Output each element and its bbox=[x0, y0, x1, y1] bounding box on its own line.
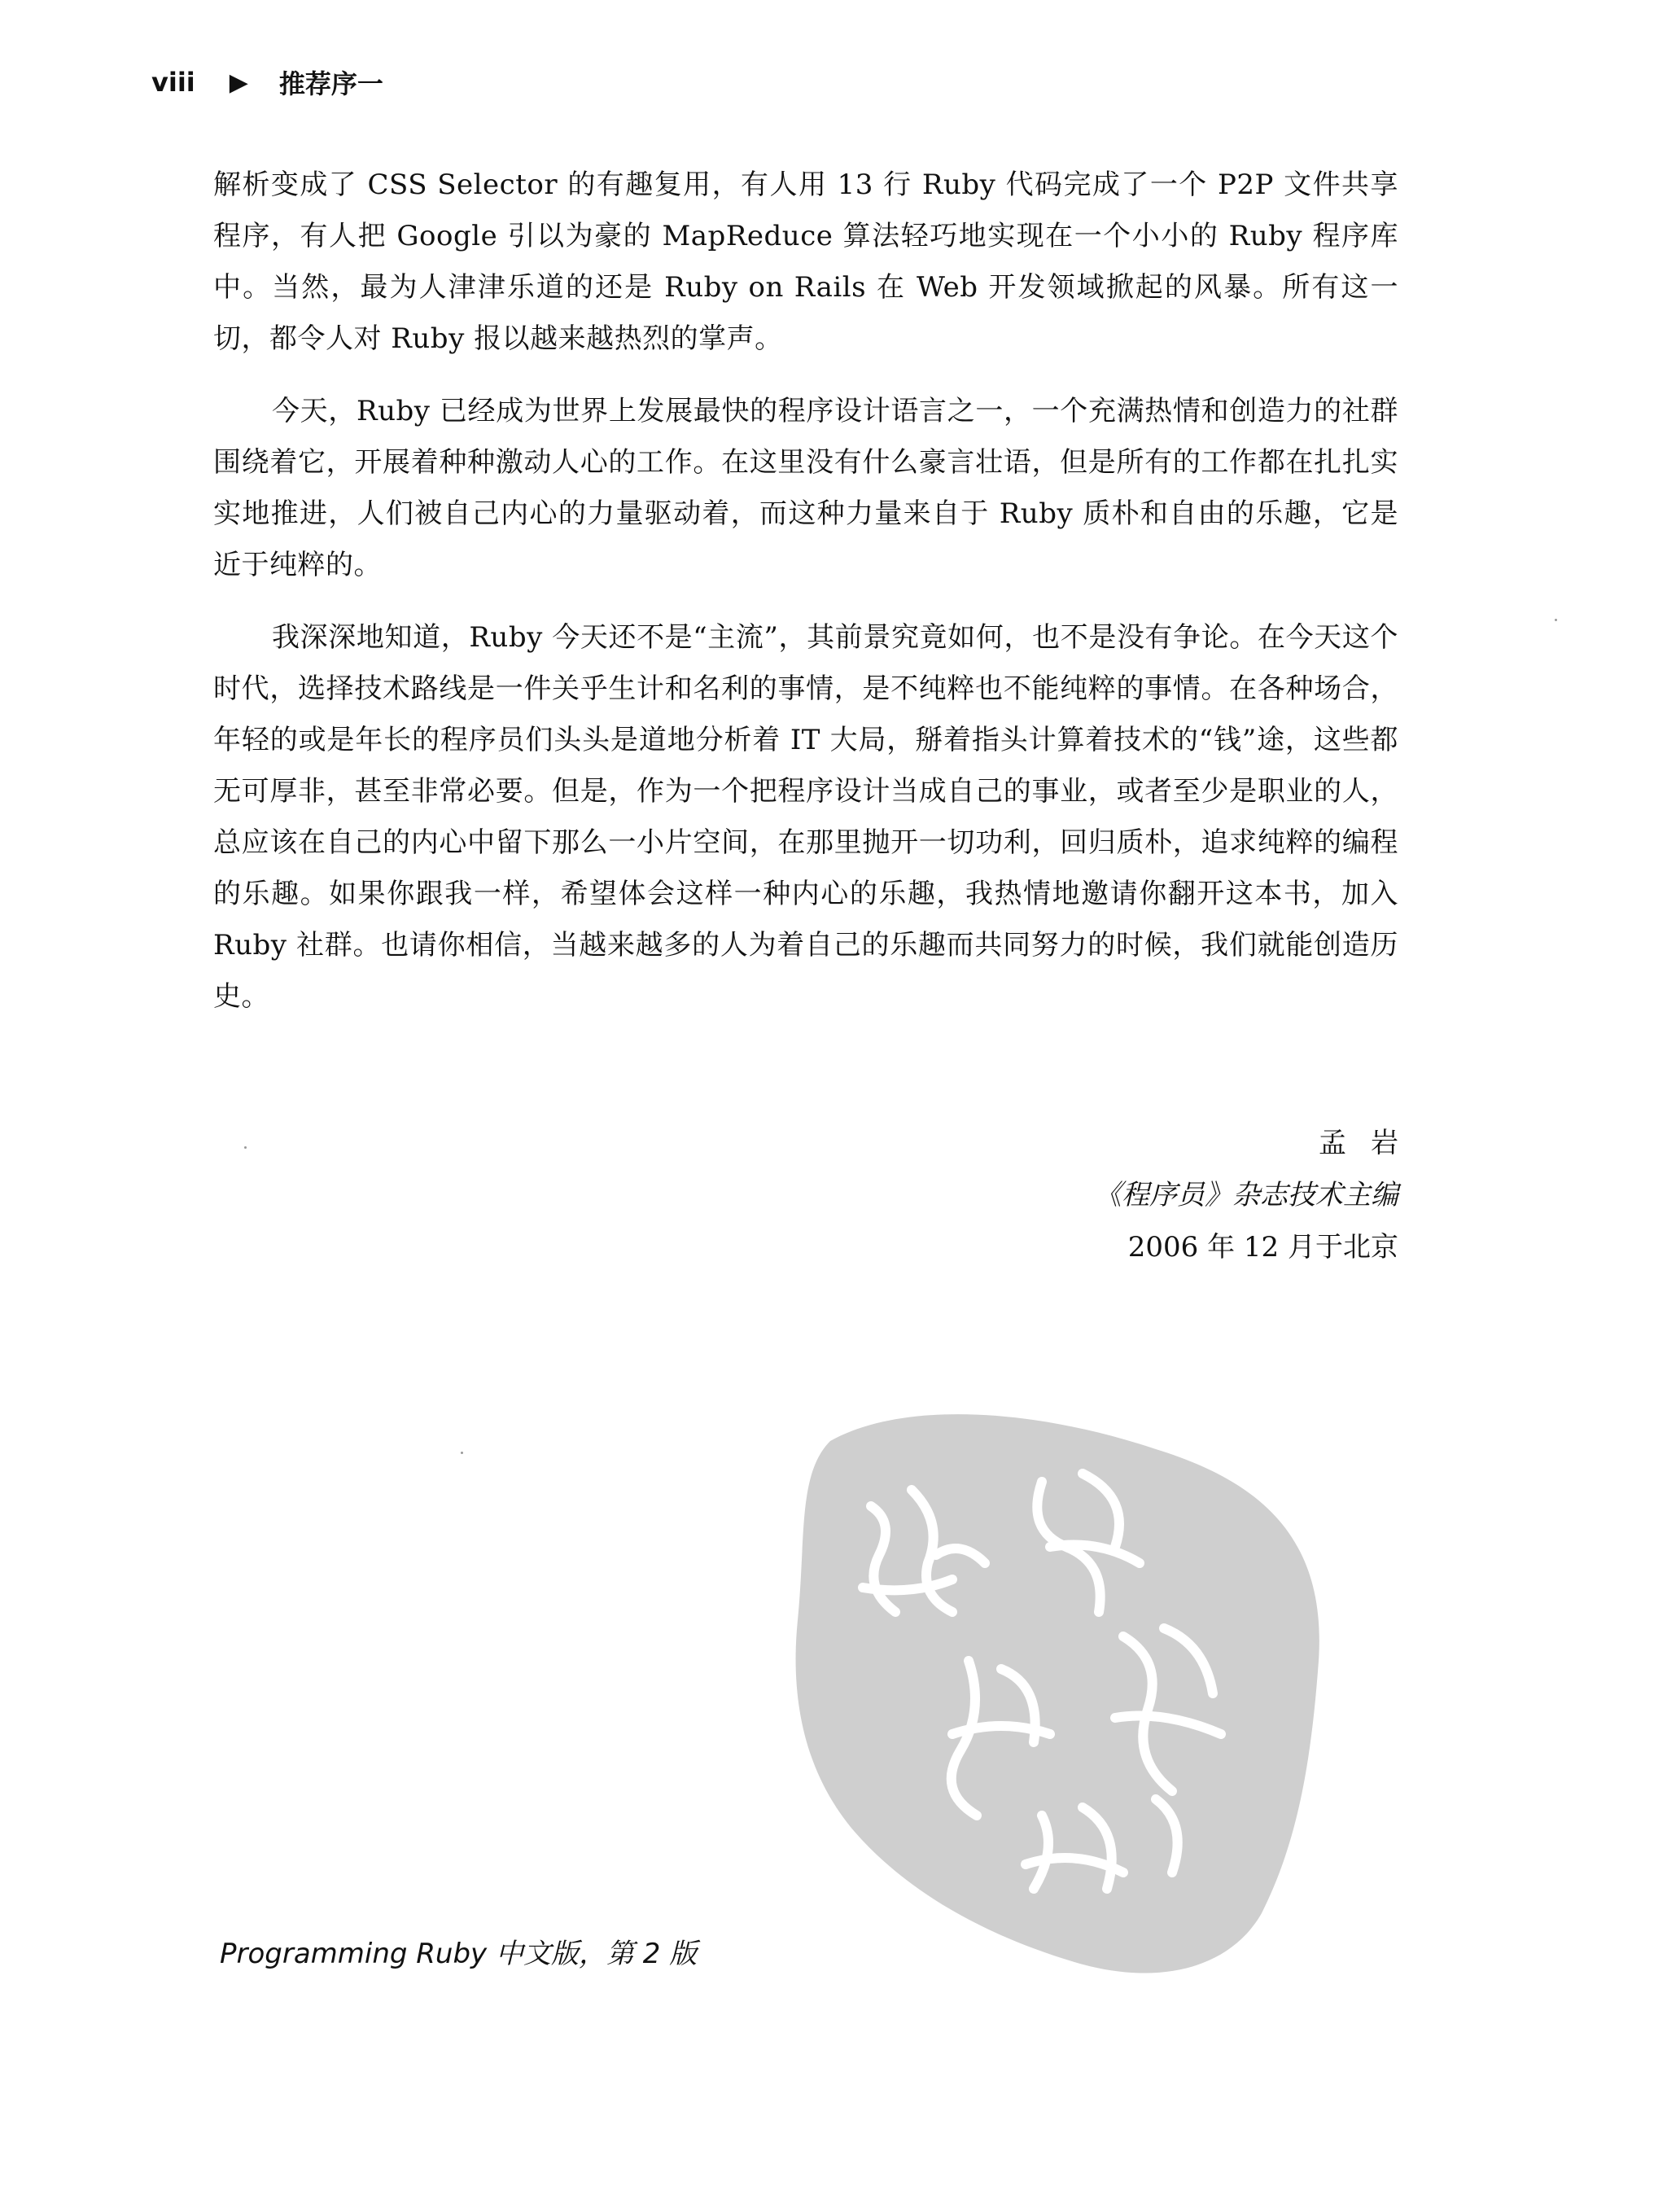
date-place: 2006 年 12 月于北京 bbox=[1127, 1231, 1398, 1264]
scan-speck bbox=[244, 1146, 247, 1149]
signature-block bbox=[1094, 1117, 1423, 1273]
arrow-icon: ▶ bbox=[229, 68, 248, 97]
seal-stamp-image bbox=[773, 1392, 1343, 1995]
paragraph: 解析变成了 CSS Selector 的有趣复用，有人用 13 行 Ruby 代码完成了一个 P2P 文件共享程序，有人把 Google 引以为豪的 MapReduce 算法轻巧地实现在一个小小的 Ruby 程序库中。当然，最为人津津乐道的还是 Ruby on Rails 在 Web 开发领域掀起的风暴。所有这一切，都令人对 Ruby 报以越来越热烈的掌声。 bbox=[213, 169, 1398, 355]
paragraph: 今天，Ruby 已经成为世界上发展最快的程序设计语言之一，一个充满热情和创造力的社群围绕着它，开展着种种激动人心的工作。在这里没有什么豪言壮语，但是所有的工作都在扎扎实实地推进，人们被自己内心的力量驱动着，而这种力量来自于 Ruby 质朴和自由的乐趣，它是近于纯粹的。 bbox=[213, 395, 1398, 581]
seal-watermark bbox=[773, 1392, 1343, 1995]
author-name: 孟岩 bbox=[1319, 1127, 1423, 1159]
scan-speck bbox=[461, 1452, 463, 1454]
book-footer: Programming Ruby 中文版，第 2 版 bbox=[220, 1938, 698, 1970]
scan-speck bbox=[1555, 619, 1557, 621]
author-title: 《程序员》杂志技术主编 bbox=[1094, 1179, 1398, 1211]
page-number: viii bbox=[151, 67, 195, 98]
section-title: 推荐序一 bbox=[278, 68, 383, 99]
paragraph: 我深深地知道，Ruby 今天还不是“主流”，其前景究竟如何，也不是没有争论。在今天这个时代，选择技术路线是一件关乎生计和名利的事情，是不纯粹也不能纯粹的事情。在各种场合，年轻的或是年长的程序员们头头是道地分析着 IT 大局，掰着指头计算着技术的“钱”途，这些都无可厚非，甚至非常必要。但是，作为一个把程序设计当成自己的事业，或者至少是职业的人，总应该在自己的内心中留下那么一小片空间，在那里抛开一切功利，回归质朴，追求纯粹的编程的乐趣。如果你跟我一样，希望体会这样一种内心的乐趣，我热情地邀请你翻开这本书，加入 Ruby 社群。也请你相信，当越来越多的人为着自己的乐趣而共同努力的时候，我们就能创造历史。 bbox=[213, 621, 1398, 1013]
body-text bbox=[213, 160, 1398, 1044]
running-header bbox=[151, 64, 383, 101]
